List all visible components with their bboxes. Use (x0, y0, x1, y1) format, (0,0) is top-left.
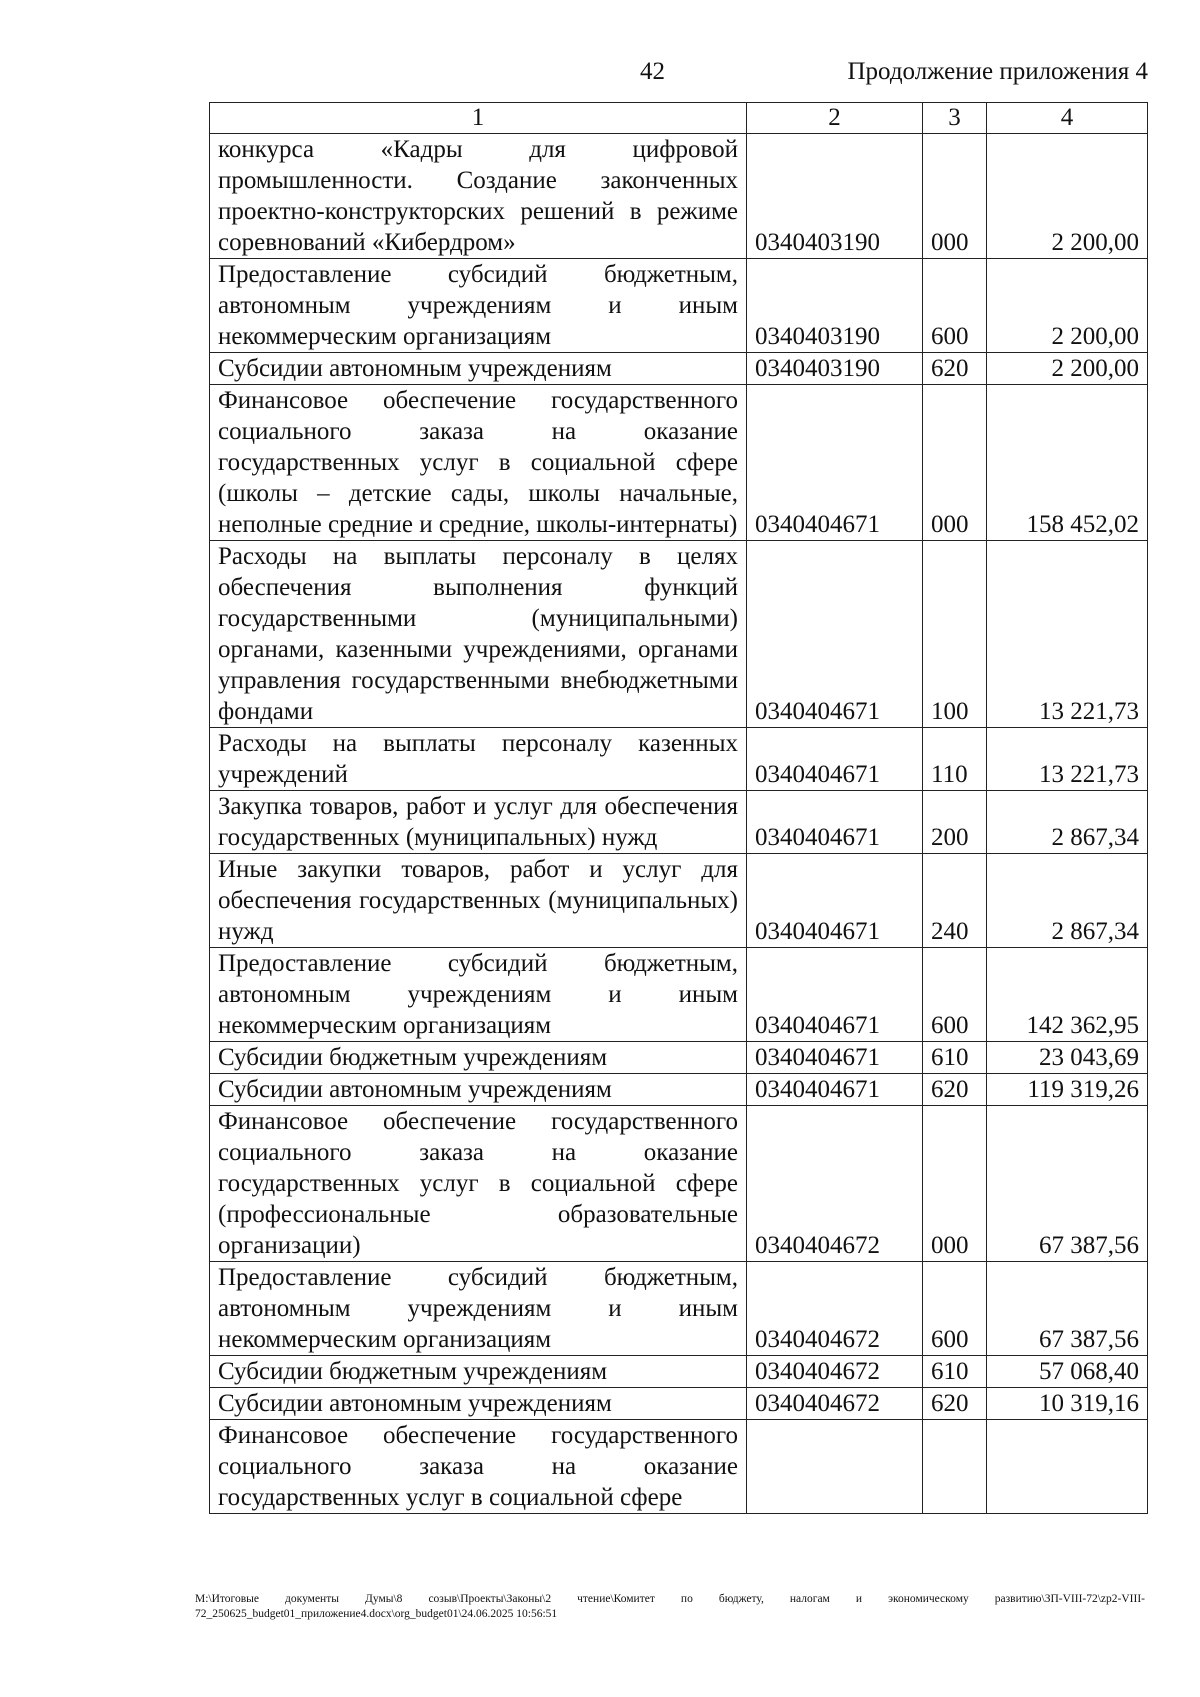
row-description: Субсидии бюджетным учреждениям (210, 1356, 747, 1388)
row-description: конкурса «Кадры для цифровой промышленности. Создание законченных проектно-конструкторских решений в режиме соревнований «Кибердром» (210, 134, 747, 259)
row-target-code (747, 1420, 923, 1514)
row-target-code: 0340404671 (747, 541, 923, 728)
table-row (210, 728, 1148, 791)
row-description: Расходы на выплаты персоналу в целях обеспечения выполнения функций государственными (муниципальными) органами, казенными учреждениями, органами управления государственными внебюджетными фондами (210, 541, 747, 728)
table-row (210, 854, 1148, 948)
row-target-code: 0340404671 (747, 854, 923, 948)
row-description: Предоставление субсидий бюджетным, автономным учреждениям и иным некоммерческим организациям (210, 259, 747, 353)
row-amount: 158 452,02 (987, 385, 1148, 541)
row-expense-type: 620 (923, 1388, 987, 1420)
row-amount: 2 200,00 (987, 259, 1148, 353)
row-expense-type: 200 (923, 791, 987, 854)
row-description: Финансовое обеспечение государственного социального заказа на оказание государственных услуг в социальной сфере (210, 1420, 747, 1514)
row-expense-type: 610 (923, 1356, 987, 1388)
row-expense-type: 110 (923, 728, 987, 791)
row-target-code: 0340404672 (747, 1262, 923, 1356)
row-amount: 23 043,69 (987, 1042, 1148, 1074)
row-amount: 119 319,26 (987, 1074, 1148, 1106)
row-description: Субсидии бюджетным учреждениям (210, 1042, 747, 1074)
table-row (210, 1262, 1148, 1356)
row-description: Закупка товаров, работ и услуг для обеспечения государственных (муниципальных) нужд (210, 791, 747, 854)
row-amount: 67 387,56 (987, 1262, 1148, 1356)
row-target-code: 0340404671 (747, 385, 923, 541)
row-amount: 10 319,16 (987, 1388, 1148, 1420)
table-row (210, 1042, 1148, 1074)
row-target-code: 0340403190 (747, 259, 923, 353)
row-target-code: 0340404672 (747, 1356, 923, 1388)
row-description: Иные закупки товаров, работ и услуг для обеспечения государственных (муниципальных) нужд (210, 854, 747, 948)
table-row (210, 948, 1148, 1042)
table-row (210, 259, 1148, 353)
row-expense-type: 000 (923, 134, 987, 259)
row-target-code: 0340404671 (747, 1042, 923, 1074)
row-amount: 2 200,00 (987, 353, 1148, 385)
column-header: 3 (923, 103, 987, 134)
row-expense-type (923, 1420, 987, 1514)
row-target-code: 0340403190 (747, 353, 923, 385)
row-amount: 57 068,40 (987, 1356, 1148, 1388)
table-row (210, 1356, 1148, 1388)
row-expense-type: 240 (923, 854, 987, 948)
row-expense-type: 600 (923, 259, 987, 353)
table-row (210, 541, 1148, 728)
column-header: 4 (987, 103, 1148, 134)
row-expense-type: 600 (923, 1262, 987, 1356)
row-target-code: 0340404671 (747, 948, 923, 1042)
row-amount: 2 200,00 (987, 134, 1148, 259)
table-row (210, 353, 1148, 385)
row-amount: 67 387,56 (987, 1106, 1148, 1262)
row-amount: 13 221,73 (987, 728, 1148, 791)
table-row (210, 1420, 1148, 1514)
row-amount: 142 362,95 (987, 948, 1148, 1042)
row-description: Субсидии автономным учреждениям (210, 1074, 747, 1106)
row-description: Предоставление субсидий бюджетным, автономным учреждениям и иным некоммерческим организациям (210, 948, 747, 1042)
row-expense-type: 620 (923, 353, 987, 385)
table-row (210, 791, 1148, 854)
page-number: 42 (640, 58, 665, 85)
table-row (210, 1106, 1148, 1262)
document-path-footer: M:\Итоговые документы Думы\8 созыв\Проекты\Законы\2 чтение\Комитет по бюджету, налогам и экономическому развитию\ЗП-VIII-72\zp2-VIII-72_250625_budget01_приложение4.docx\org_budget01\24.06.2025 10:56:51 (195, 1593, 1145, 1620)
continuation-label: Продолжение приложения 4 (847, 58, 1148, 85)
row-expense-type: 100 (923, 541, 987, 728)
row-description: Предоставление субсидий бюджетным, автономным учреждениям и иным некоммерческим организациям (210, 1262, 747, 1356)
row-amount: 2 867,34 (987, 854, 1148, 948)
row-target-code: 0340404672 (747, 1106, 923, 1262)
row-target-code: 0340404672 (747, 1388, 923, 1420)
table-row (210, 134, 1148, 259)
table-row (210, 1074, 1148, 1106)
row-expense-type: 610 (923, 1042, 987, 1074)
table-header-row (210, 103, 1148, 134)
row-amount (987, 1420, 1148, 1514)
budget-table (209, 102, 1148, 1514)
row-expense-type: 000 (923, 385, 987, 541)
row-target-code: 0340404671 (747, 728, 923, 791)
row-description: Финансовое обеспечение государственного социального заказа на оказание государственных услуг в социальной сфере (школы – детские сады, школы начальные, неполные средние и средние, школы-интернаты) (210, 385, 747, 541)
table-row (210, 1388, 1148, 1420)
row-target-code: 0340404671 (747, 1074, 923, 1106)
budget-table-body (210, 103, 1148, 1514)
row-description: Субсидии автономным учреждениям (210, 1388, 747, 1420)
row-description: Расходы на выплаты персоналу казенных учреждений (210, 728, 747, 791)
row-expense-type: 620 (923, 1074, 987, 1106)
row-description: Финансовое обеспечение государственного социального заказа на оказание государственных услуг в социальной сфере (профессиональные образовательные организации) (210, 1106, 747, 1262)
row-amount: 2 867,34 (987, 791, 1148, 854)
row-target-code: 0340404671 (747, 791, 923, 854)
row-amount: 13 221,73 (987, 541, 1148, 728)
column-header: 2 (747, 103, 923, 134)
row-expense-type: 600 (923, 948, 987, 1042)
row-target-code: 0340403190 (747, 134, 923, 259)
row-expense-type: 000 (923, 1106, 987, 1262)
column-header: 1 (210, 103, 747, 134)
row-description: Субсидии автономным учреждениям (210, 353, 747, 385)
table-row (210, 385, 1148, 541)
